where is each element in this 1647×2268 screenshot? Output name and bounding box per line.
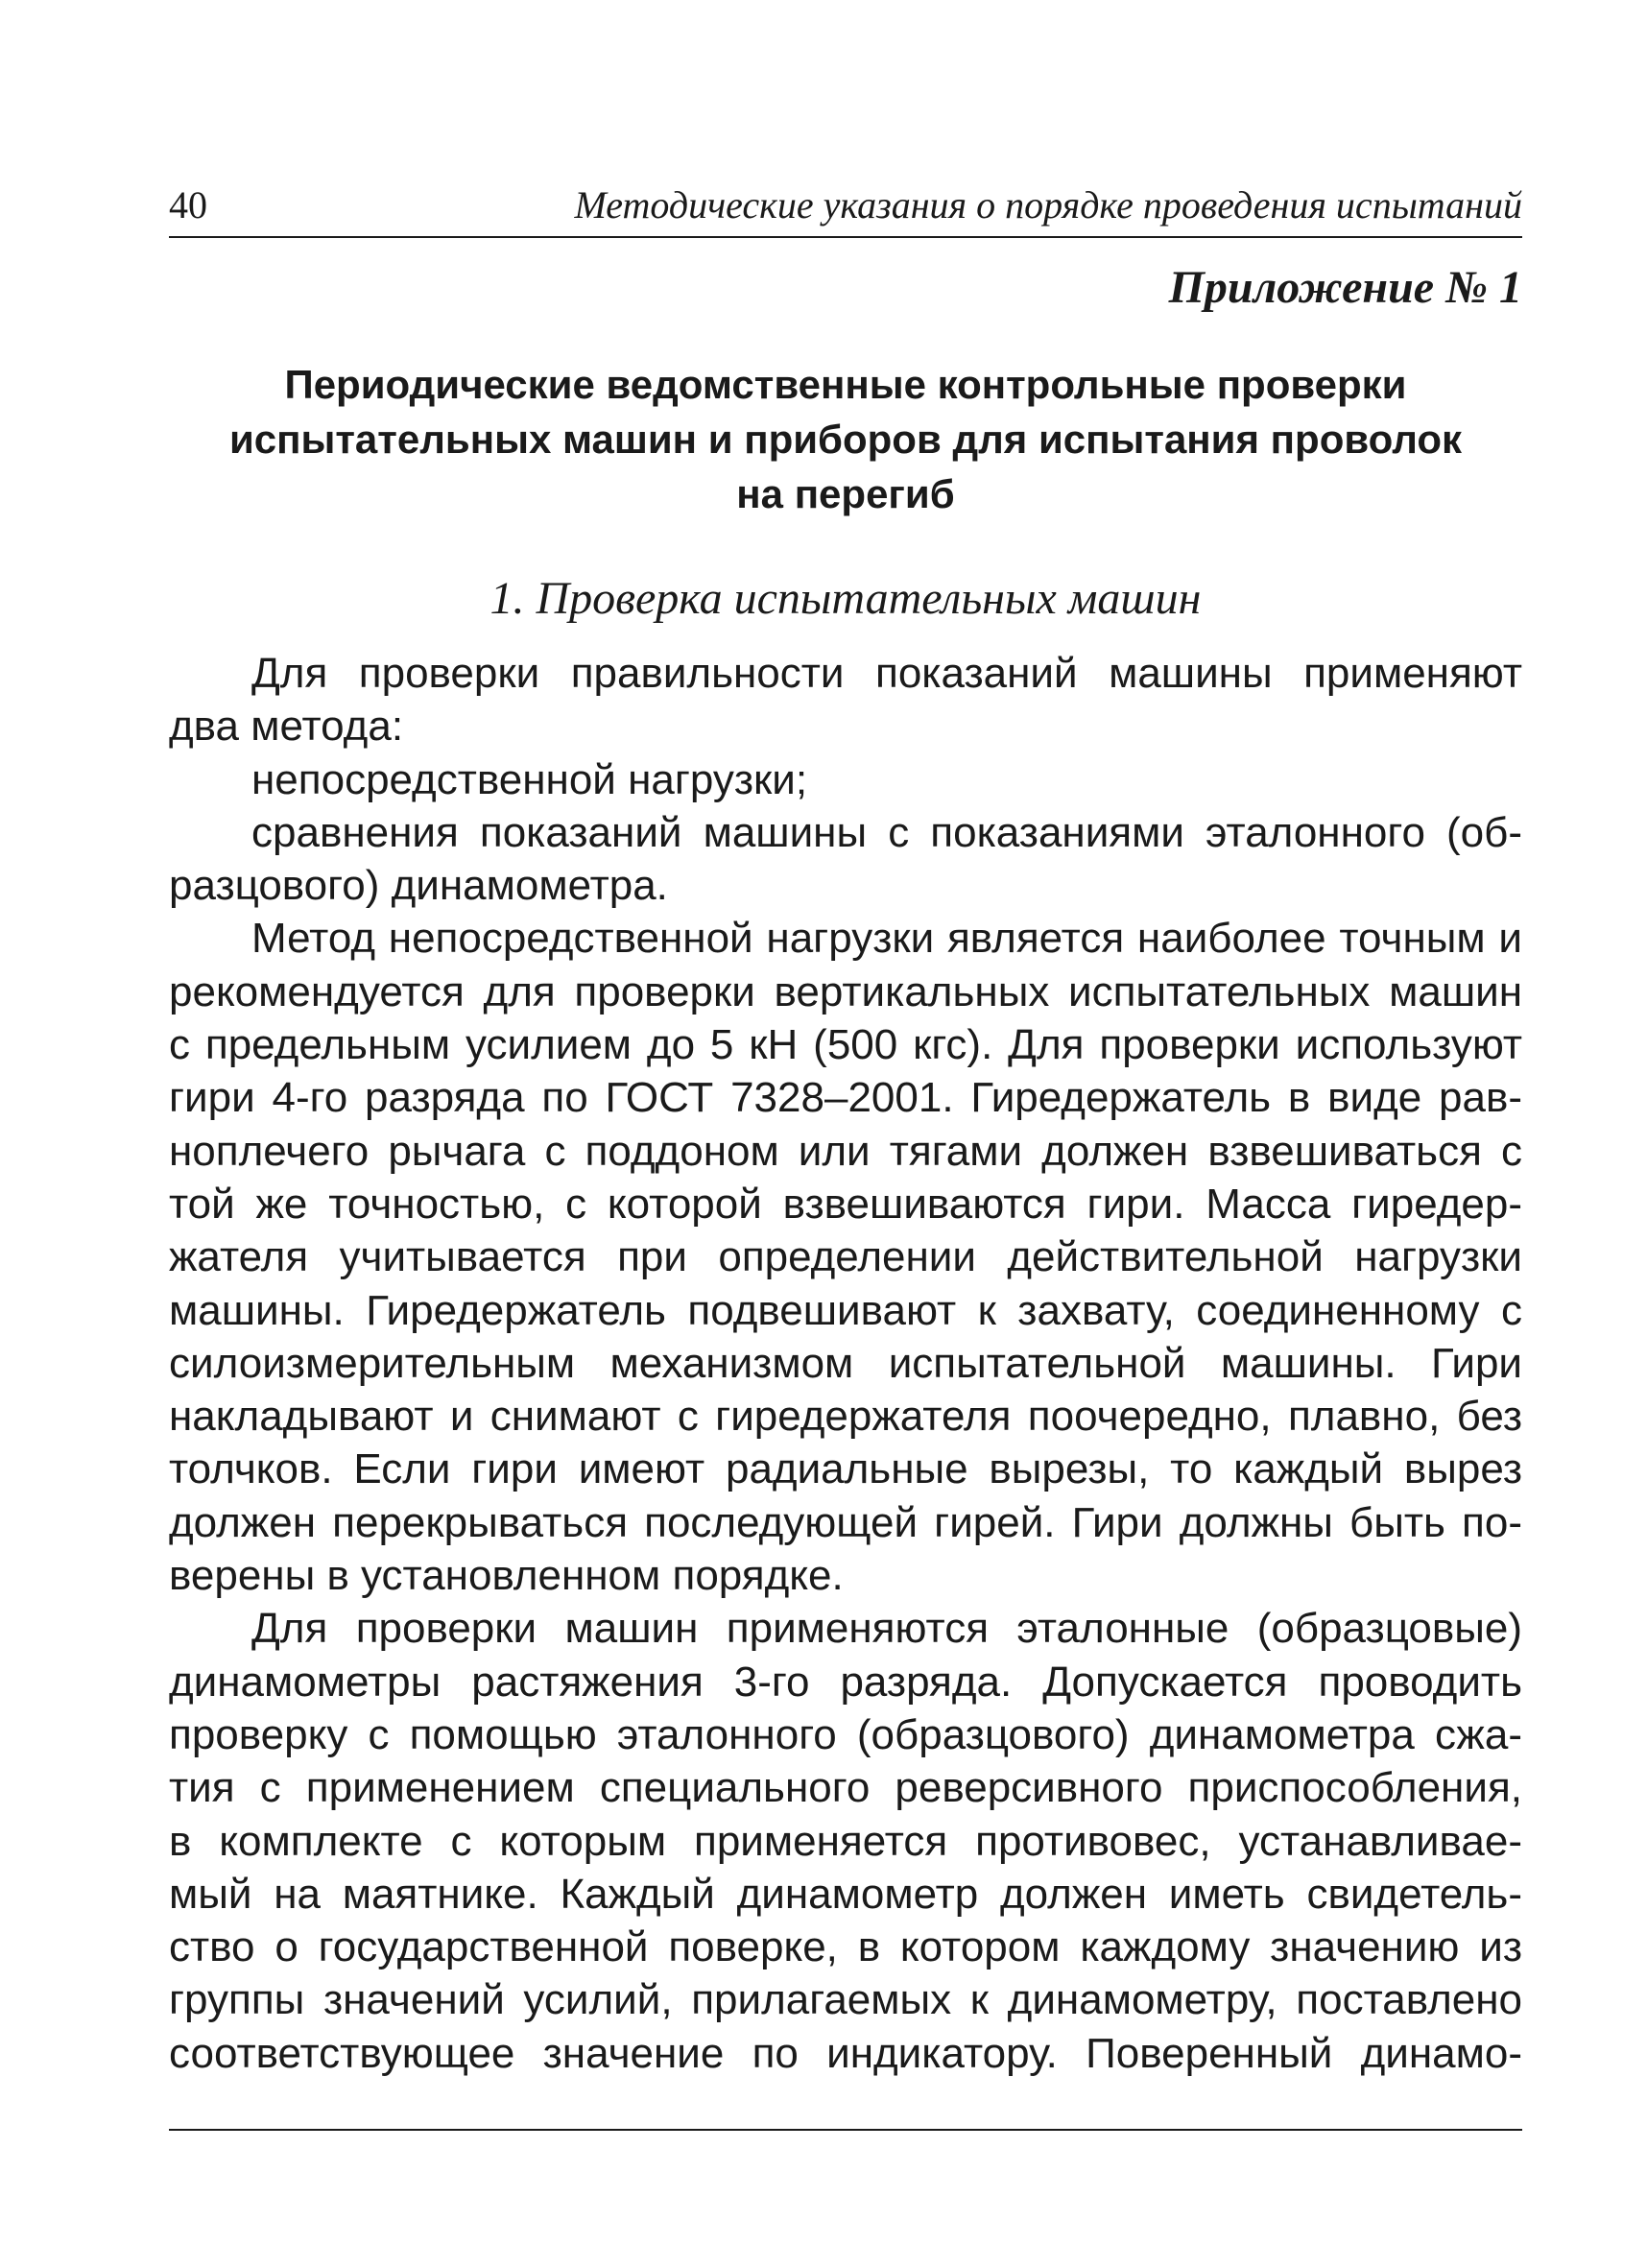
title-line: испытательных машин и приборов для испытания проволок [228,417,1463,462]
text-line: должен перекрываться последующей гирей. Гири должны быть по- [169,1498,1522,1546]
text-line: динамометры растяжения 3-го разряда. Допускается проводить [169,1658,1522,1706]
appendix-label: Приложение № 1 [1168,262,1522,313]
text-line: ство о государственной поверке, в котором каждому значению из [169,1923,1522,1971]
text-line: рекомендуется для проверки вертикальных испытательных машин [169,967,1522,1015]
text-line: мый на маятнике. Каждый динамометр должен иметь свидетель- [169,1870,1522,1918]
running-title: Методические указания о порядке проведения испытаний [574,183,1522,227]
page-header [169,180,1522,238]
text-line: тия с применением специального реверсивного приспособления, [169,1764,1522,1812]
text-line: ноплечего рычага с поддоном или тягами должен взвешиваться с [169,1127,1522,1175]
text-line: соответствующее значение по индикатору. Поверенный динамо- [169,2029,1522,2077]
text-line: той же точностью, с которой взвешиваются гири. Масса гиредер- [169,1180,1522,1228]
text-line: в комплекте с которым применяется противовес, устанавливае- [169,1817,1522,1865]
section-heading: 1. Проверка испытательных машин [489,573,1202,624]
text-line: сравнения показаний машины с показаниями эталонного (об- [251,808,1522,856]
text-line: Для проверки правильности показаний машины применяют [251,650,1522,697]
title-line: Периодические ведомственные контрольные проверки [284,362,1407,407]
text-line: разцового) динамометра. [169,862,668,910]
text-line: проверку с помощью эталонного (образцового) динамометра сжа- [169,1710,1522,1758]
text-line: толчков. Если гири имеют радиальные вырезы, то каждый вырез [169,1445,1522,1493]
document-title [169,357,1522,521]
text-line: гири 4-го разряда по ГОСТ 7328–2001. Гиредержатель в виде рав- [169,1074,1522,1122]
text-line: жателя учитывается при определении действительной нагрузки [169,1233,1522,1281]
text-line: накладывают и снимают с гиредержателя поочередно, плавно, без [169,1393,1522,1441]
text-line: два метода: [169,703,404,751]
text-line: непосредственной нагрузки; [251,755,808,803]
footer-rule [169,2129,1522,2131]
text-line: силоизмерительным механизмом испытательной машины. Гири [169,1339,1522,1387]
text-line: с предельным усилием до 5 кН (500 кгс). Для проверки используют [169,1021,1522,1069]
text-line: Для проверки машин применяются эталонные (образцовые) [251,1605,1522,1653]
text-line: машины. Гиредержатель подвешивают к захвату, соединенному с [169,1286,1522,1334]
text-line: Метод непосредственной нагрузки является наиболее точным и [251,915,1522,963]
body-text [169,647,1522,2080]
text-line: группы значений усилий, прилагаемых к динамометру, поставлено [169,1976,1522,2024]
title-line: на перегиб [736,471,955,516]
text-line: верены в установленном порядке. [169,1552,844,1600]
page-number: 40 [169,183,207,227]
